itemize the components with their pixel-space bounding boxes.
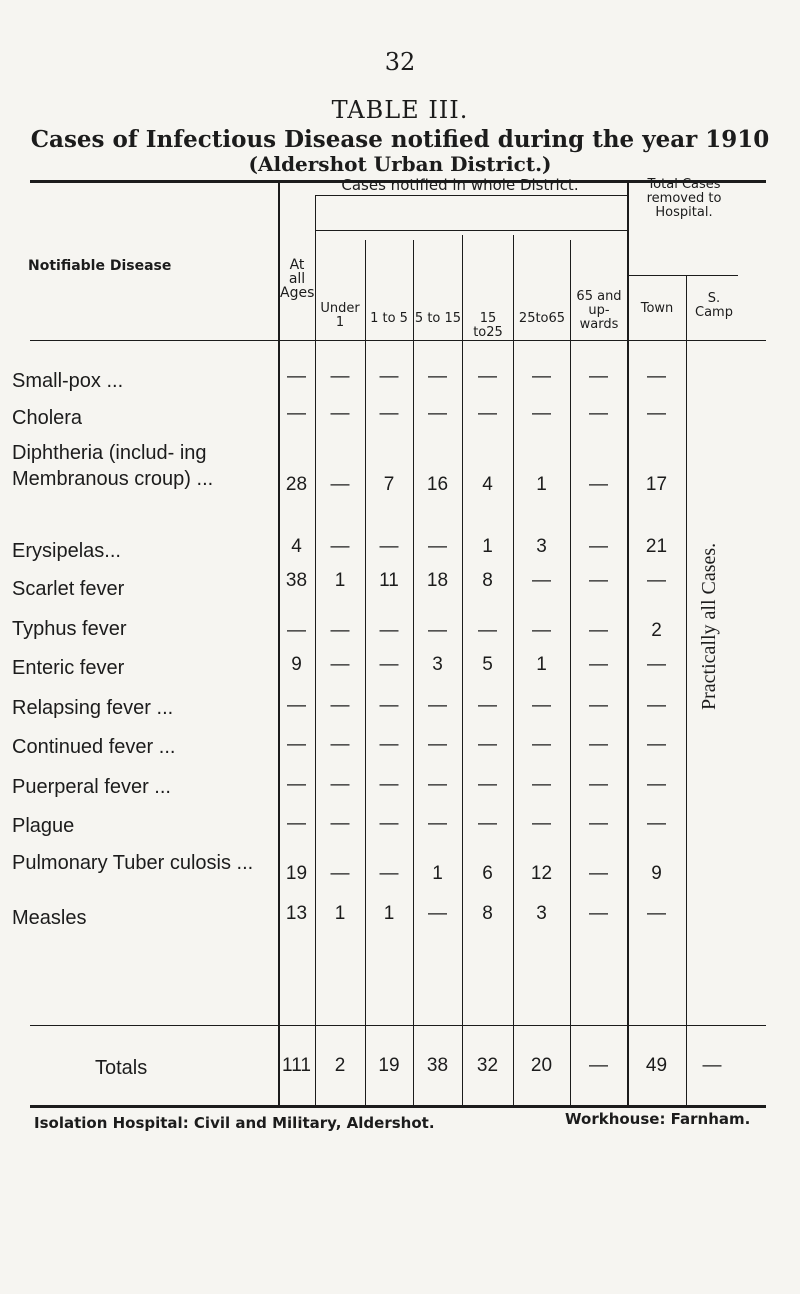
totals-under-1: 2 bbox=[334, 1055, 346, 1076]
cell-a5_15: — bbox=[428, 774, 447, 795]
totals-label: Totals bbox=[95, 1057, 148, 1079]
cell-a5_15: — bbox=[428, 403, 447, 424]
cell-a1_5: 7 bbox=[383, 474, 395, 495]
cell-a25_65: — bbox=[532, 403, 551, 424]
cell-all: 4 bbox=[291, 536, 302, 557]
cell-town: — bbox=[647, 403, 666, 424]
cell-a5_15: 1 bbox=[432, 863, 443, 884]
disease-name: Enteric fever bbox=[12, 657, 125, 679]
cell-a65: — bbox=[589, 474, 608, 495]
cell-a15_25: — bbox=[478, 774, 497, 795]
totals-25-to-65: 20 bbox=[530, 1055, 553, 1076]
header-notifiable-disease: Notifiable Disease bbox=[28, 258, 172, 274]
cell-a5_15: — bbox=[428, 695, 447, 716]
cell-a25_65: — bbox=[532, 774, 551, 795]
subheader-rule bbox=[315, 195, 627, 196]
cell-a25_65: — bbox=[532, 813, 551, 834]
cell-a1_5: 11 bbox=[379, 570, 399, 591]
cell-all: — bbox=[287, 734, 306, 755]
cell-a1_5: — bbox=[379, 813, 399, 834]
cell-a65: — bbox=[589, 903, 608, 924]
disease-name: Small-pox ... bbox=[12, 370, 124, 392]
disease-name: Plague bbox=[12, 815, 75, 837]
header-5-to-15: 5 to 15 bbox=[414, 311, 462, 326]
disease-name: Cholera bbox=[12, 407, 83, 429]
cell-a15_25: 1 bbox=[482, 536, 493, 557]
cell-a65: — bbox=[589, 620, 608, 641]
cell-a5_15: — bbox=[428, 813, 447, 834]
cell-a15_25: 4 bbox=[482, 474, 493, 495]
cell-u1: — bbox=[330, 654, 350, 675]
header-1-to-5: 1 to 5 bbox=[370, 311, 408, 326]
cell-town: — bbox=[647, 366, 666, 387]
cell-a1_5: — bbox=[379, 536, 399, 557]
cell-a65: — bbox=[589, 813, 608, 834]
cell-a65: — bbox=[589, 366, 608, 387]
totals-1-to-5: 19 bbox=[378, 1055, 400, 1076]
cell-a1_5: — bbox=[379, 620, 399, 641]
cell-a65: — bbox=[589, 774, 608, 795]
cell-town: — bbox=[647, 570, 666, 591]
cell-a25_65: — bbox=[532, 366, 551, 387]
col-rule-1 bbox=[278, 180, 280, 1105]
cell-town: — bbox=[647, 654, 666, 675]
col-rule-2 bbox=[315, 195, 316, 1105]
totals-65-upwards: — bbox=[589, 1055, 608, 1076]
disease-name: Pulmonary Tuber culosis ... bbox=[12, 852, 254, 874]
cell-a65: — bbox=[589, 734, 608, 755]
totals-rule bbox=[30, 1025, 766, 1026]
cell-a25_65: 1 bbox=[536, 474, 547, 495]
cell-a5_15: — bbox=[428, 734, 447, 755]
bottom-rule bbox=[30, 1105, 766, 1108]
cell-u1: — bbox=[330, 774, 350, 795]
cell-all: — bbox=[287, 366, 306, 387]
cell-u1: 1 bbox=[334, 903, 346, 924]
footer-workhouse: Workhouse: Farnham. bbox=[565, 1110, 751, 1128]
cell-all: — bbox=[287, 403, 306, 424]
cell-a1_5: — bbox=[379, 366, 399, 387]
cell-a15_25: — bbox=[478, 734, 497, 755]
disease-name: Erysipelas... bbox=[12, 540, 121, 562]
cell-a15_25: — bbox=[478, 403, 497, 424]
cell-a5_15: — bbox=[428, 366, 447, 387]
header-s-camp: S. Camp bbox=[695, 291, 733, 320]
header-whole-district: Cases notified in whole District. bbox=[341, 176, 579, 194]
cell-a5_15: 3 bbox=[432, 654, 443, 675]
camp-note: Practically all Cases. bbox=[698, 542, 720, 710]
cell-a15_25: — bbox=[478, 620, 497, 641]
cell-town: — bbox=[647, 903, 666, 924]
table-subcaption: (Aldershot Urban District.) bbox=[248, 152, 552, 176]
cell-a15_25: 8 bbox=[482, 903, 493, 924]
col-rule-9 bbox=[686, 275, 687, 1105]
cell-a5_15: — bbox=[428, 620, 447, 641]
header-65-upwards: 65 and up-wards bbox=[576, 289, 622, 332]
cell-u1: — bbox=[330, 403, 350, 424]
disease-name: Puerperal fever ... bbox=[12, 776, 171, 798]
cell-a1_5: — bbox=[379, 734, 399, 755]
cell-a25_65: 3 bbox=[536, 903, 547, 924]
cell-all: 28 bbox=[285, 474, 308, 495]
cell-all: 38 bbox=[285, 570, 308, 591]
cell-all: 19 bbox=[285, 863, 308, 884]
page-number: 32 bbox=[384, 48, 416, 76]
cell-a15_25: 8 bbox=[482, 570, 493, 591]
disease-name: Measles bbox=[12, 907, 87, 929]
footer-isolation-hospital: Isolation Hospital: Civil and Military, Aldershot. bbox=[34, 1114, 435, 1132]
cell-u1: — bbox=[330, 536, 350, 557]
cell-a65: — bbox=[589, 536, 608, 557]
totals-15-to-25: 32 bbox=[476, 1055, 499, 1076]
cell-a1_5: — bbox=[379, 403, 399, 424]
cell-u1: — bbox=[330, 366, 350, 387]
cell-u1: — bbox=[330, 620, 350, 641]
totals-s-camp: — bbox=[702, 1055, 722, 1076]
cell-a1_5: — bbox=[379, 695, 399, 716]
cell-town: — bbox=[647, 813, 666, 834]
cell-u1: — bbox=[330, 863, 350, 884]
disease-name: Scarlet fever bbox=[12, 578, 125, 600]
cell-all: 13 bbox=[285, 903, 308, 924]
cell-u1: — bbox=[330, 474, 350, 495]
cell-town: 9 bbox=[651, 863, 662, 884]
cell-town: — bbox=[647, 774, 666, 795]
cell-a25_65: — bbox=[532, 620, 551, 641]
cell-all: 9 bbox=[291, 654, 302, 675]
disease-name: Diphtheria (includ- ing Membranous croup) ... bbox=[12, 442, 214, 490]
cell-a15_25: — bbox=[478, 695, 497, 716]
header-removed-to-hospital: Total Cases removed to Hospital. bbox=[646, 177, 722, 220]
cell-u1: — bbox=[330, 813, 350, 834]
cell-a25_65: 1 bbox=[536, 654, 547, 675]
cell-a15_25: 6 bbox=[482, 863, 493, 884]
age-rule bbox=[315, 230, 627, 231]
totals-5-to-15: 38 bbox=[426, 1055, 449, 1076]
header-under-1: Under 1 bbox=[320, 301, 360, 330]
cell-all: — bbox=[287, 774, 306, 795]
cell-a5_15: 16 bbox=[426, 474, 449, 495]
cell-a15_25: 5 bbox=[482, 654, 493, 675]
cell-town: 17 bbox=[645, 474, 668, 495]
cell-a25_65: — bbox=[532, 570, 551, 591]
cell-a15_25: — bbox=[478, 813, 497, 834]
totals-town: 49 bbox=[645, 1055, 668, 1076]
cell-a65: — bbox=[589, 695, 608, 716]
cell-u1: — bbox=[330, 695, 350, 716]
cell-a5_15: — bbox=[428, 903, 447, 924]
cell-a25_65: 12 bbox=[530, 863, 553, 884]
cell-u1: 1 bbox=[334, 570, 346, 591]
cell-a1_5: — bbox=[379, 654, 399, 675]
header-town: Town bbox=[640, 301, 674, 316]
cell-town: — bbox=[647, 734, 666, 755]
cell-a1_5: — bbox=[379, 774, 399, 795]
cell-all: — bbox=[287, 695, 306, 716]
hospital-rule bbox=[628, 275, 738, 276]
cell-all: — bbox=[287, 813, 306, 834]
header-15-to-25: 15 to25 bbox=[473, 311, 503, 340]
cell-a65: — bbox=[589, 403, 608, 424]
cell-a1_5: 1 bbox=[383, 903, 395, 924]
cell-a1_5: — bbox=[379, 863, 399, 884]
cell-town: — bbox=[647, 695, 666, 716]
cell-a65: — bbox=[589, 654, 608, 675]
cell-a5_15: — bbox=[428, 536, 447, 557]
cell-a25_65: — bbox=[532, 734, 551, 755]
cell-u1: — bbox=[330, 734, 350, 755]
cell-a25_65: 3 bbox=[536, 536, 547, 557]
cell-town: 2 bbox=[651, 620, 662, 641]
disease-name: Relapsing fever ... bbox=[12, 697, 174, 719]
disease-name: Typhus fever bbox=[12, 618, 127, 640]
header-bottom-rule bbox=[30, 340, 766, 341]
cell-a5_15: 18 bbox=[426, 570, 449, 591]
cell-a65: — bbox=[589, 570, 608, 591]
cell-a25_65: — bbox=[532, 695, 551, 716]
table-title: TABLE III. bbox=[331, 96, 469, 124]
cell-town: 21 bbox=[645, 536, 668, 557]
cell-a15_25: — bbox=[478, 366, 497, 387]
col-rule-8 bbox=[627, 180, 629, 1105]
disease-name: Continued fever ... bbox=[12, 736, 176, 758]
cell-a65: — bbox=[589, 863, 608, 884]
totals-all-ages: 111 bbox=[282, 1055, 311, 1076]
cell-all: — bbox=[287, 620, 306, 641]
table-caption: Cases of Infectious Disease notified during the year 1910 bbox=[30, 126, 770, 153]
header-25-to-65: 25to65 bbox=[518, 311, 566, 326]
header-all-ages: At all Ages bbox=[280, 257, 315, 301]
